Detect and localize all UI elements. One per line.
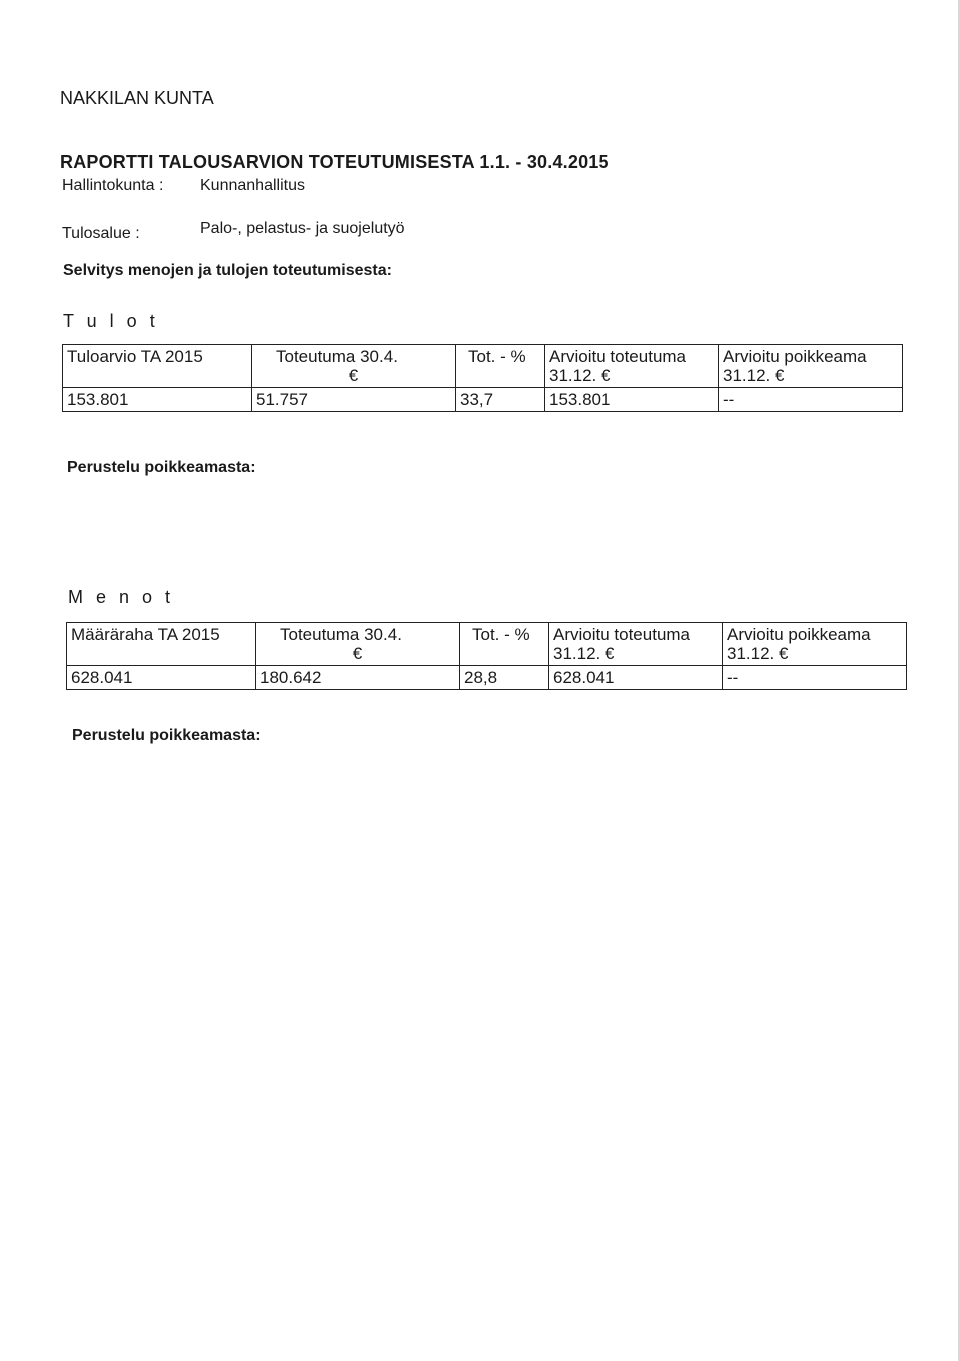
table-header-cell: Arvioitu toteutuma 31.12. € — [549, 623, 723, 666]
table-cell: 180.642 — [256, 666, 460, 690]
admin-value: Kunnanhallitus — [200, 177, 305, 194]
table-header-cell: Määräraha TA 2015 — [67, 623, 256, 666]
table-header-row — [63, 345, 903, 388]
table-header-cell: Arvioitu poikkeama 31.12. € — [719, 345, 903, 388]
table-cell: 628.041 — [549, 666, 723, 690]
table-header-cell: Tot. - % — [456, 345, 545, 388]
municipality-name: NAKKILAN KUNTA — [60, 88, 214, 108]
table-cell: 33,7 — [456, 388, 545, 412]
selvitys-heading: Selvitys menojen ja tulojen toteutumisesta: — [63, 262, 392, 279]
table-row — [63, 388, 903, 412]
table-header-cell: Arvioitu toteutuma 31.12. € — [545, 345, 719, 388]
menot-perustelu: Perustelu poikkeamasta: — [72, 727, 261, 744]
menot-table — [66, 622, 907, 690]
table-cell: 28,8 — [460, 666, 549, 690]
table-cell: -- — [719, 388, 903, 412]
table-header-cell: Toteutuma 30.4. € — [252, 345, 456, 388]
tulot-heading: T u l o t — [63, 311, 159, 331]
admin-label: Hallintokunta : — [62, 177, 164, 194]
table-header-cell: Tot. - % — [460, 623, 549, 666]
table-header-cell: Toteutuma 30.4. € — [256, 623, 460, 666]
table-header-row — [67, 623, 907, 666]
table-cell: 153.801 — [63, 388, 252, 412]
area-value: Palo-, pelastus- ja suojelutyö — [200, 220, 405, 237]
area-label: Tulosalue : — [62, 225, 140, 242]
report-title: RAPORTTI TALOUSARVION TOTEUTUMISESTA 1.1. - 30.4.2015 — [60, 152, 609, 172]
table-cell: 51.757 — [252, 388, 456, 412]
menot-heading: M e n o t — [68, 587, 175, 607]
table-row — [67, 666, 907, 690]
table-cell: 153.801 — [545, 388, 719, 412]
table-header-cell: Tuloarvio TA 2015 — [63, 345, 252, 388]
tulot-table — [62, 344, 903, 412]
table-cell: -- — [723, 666, 907, 690]
table-header-cell: Arvioitu poikkeama 31.12. € — [723, 623, 907, 666]
table-cell: 628.041 — [67, 666, 256, 690]
tulot-perustelu: Perustelu poikkeamasta: — [67, 459, 256, 476]
